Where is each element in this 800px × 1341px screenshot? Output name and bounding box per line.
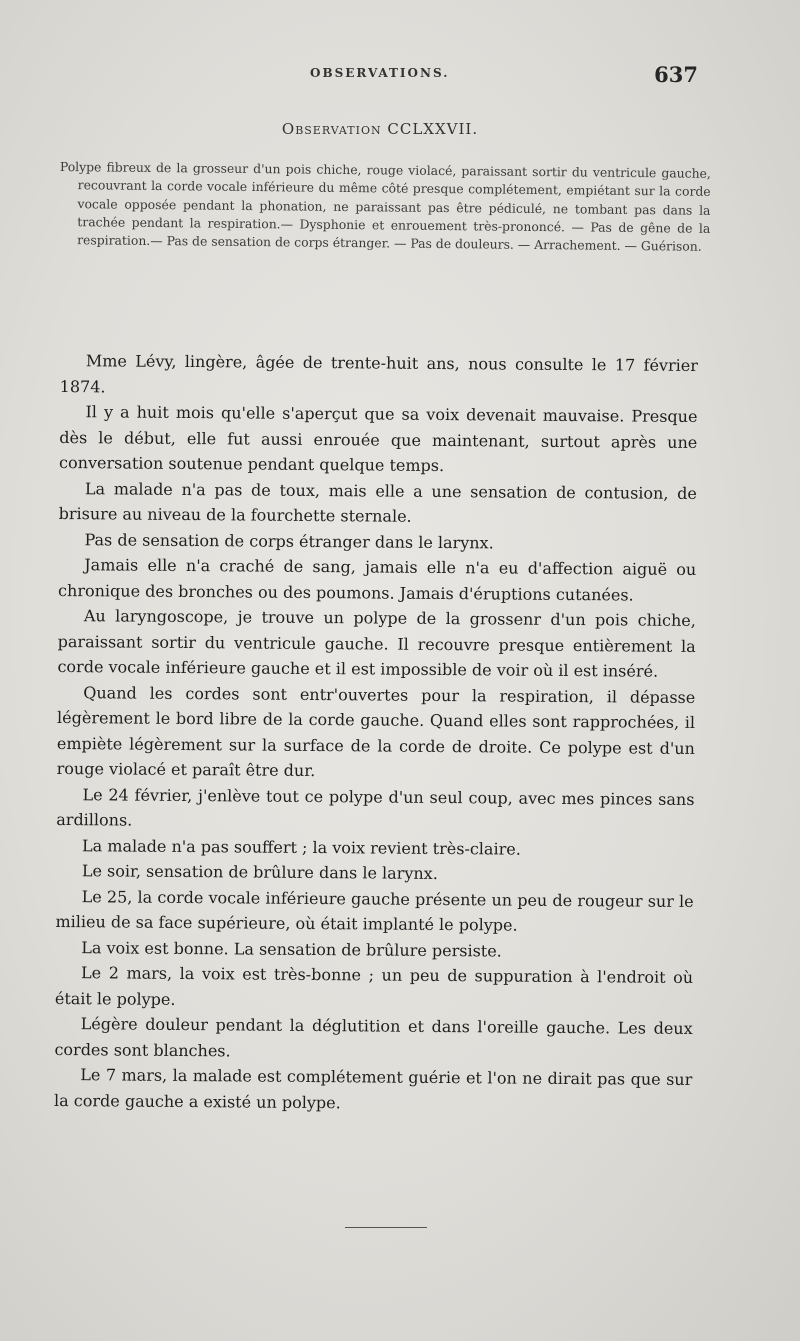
observation-title: Observation CCLXXVII. bbox=[281, 120, 479, 138]
paragraph: Mme Lévy, lingère, âgée de trente-huit ans, nous consulte le 17 février 1874. bbox=[59, 351, 698, 396]
page-number: 637 bbox=[654, 62, 698, 87]
paragraph: Le 25, la corde vocale inférieure gauche présente un peu de rougeur sur le milieu de sa face supérieure, où était implanté le polype. bbox=[55, 886, 694, 935]
paragraph: Pas de sensation de corps étranger dans le larynx. bbox=[84, 529, 494, 552]
paragraph: Quand les cordes sont entr'ouvertes pour la respiration, il dépasse légèrement le bord libre de la corde gauche. Quand elles sont rapprochées, il empiète légèrement sur la surface de la corde de droite. Ce polype est d'un rouge violacé et paraît être dur. bbox=[56, 682, 696, 781]
end-rule bbox=[345, 1227, 427, 1228]
paragraph: Le 24 février, j'enlève tout ce polype d'un seul coup, avec mes pinces sans ardillons. bbox=[56, 784, 695, 830]
paragraph: La malade n'a pas souffert ; la voix revient très-claire. bbox=[82, 835, 521, 859]
observation-body bbox=[54, 348, 698, 1118]
paragraph: Le 7 mars, la malade est complétement guérie et l'on ne dirait pas que sur la corde gauche a existé un polype. bbox=[54, 1065, 693, 1112]
paragraph: Le 2 mars, la voix est très-bonne ; un peu de suppuration à l'endroit où était le polype. bbox=[54, 963, 694, 1009]
paragraph: Au laryngoscope, je trouve un polype de la grossenr d'un pois chiche, paraissant sortir du ventricule gauche. Il recouvre presque entièrement la corde vocale inférieure gauche et il est impossible de voir où il est inséré. bbox=[57, 606, 696, 681]
page-header bbox=[60, 62, 700, 92]
paragraph: Le soir, sensation de brûlure dans le larynx. bbox=[81, 861, 438, 883]
paragraph: La malade n'a pas de toux, mais elle a une sensation de contusion, de brisure au niveau de la fourchette sternale. bbox=[58, 478, 697, 526]
paragraph: La voix est bonne. La sensation de brûlure persiste. bbox=[81, 937, 502, 960]
paragraph: Légère douleur pendant la déglutition et dans l'oreille gauche. Les deux cordes sont blanches. bbox=[54, 1014, 693, 1060]
paragraph: Jamais elle n'a craché de sang, jamais elle n'a eu d'affection aiguë ou chronique des bronches ou des poumons. Jamais d'éruptions cutanées. bbox=[58, 555, 697, 605]
paragraph: Il y a huit mois qu'elle s'aperçut que sa voix devenait mauvaise. Presque dès le début, elle fut aussi enrouée que maintenant, surtout après une conversation soutenue pendant quelque temps. bbox=[59, 402, 698, 476]
running-head: OBSERVATIONS. bbox=[310, 66, 450, 80]
observation-summary: Polype fibreux de la grosseur d'un pois chiche, rouge violacé, paraissant sortir du ventricule gauche, recouvrant la corde vocale inférieure du même côté presque complétement, empiétant sur la corde vocale opposée pendant la phonation, ne paraissant pas être pédiculé, ne tombant pas dans la trachée pendant la respiration.— Dysphonie et enrouement très-prononcé. — Pas de gêne de la respiration.— Pas de sensation de corps étranger. — Pas de douleurs. — Arrachement. — Guérison. bbox=[59, 158, 711, 254]
